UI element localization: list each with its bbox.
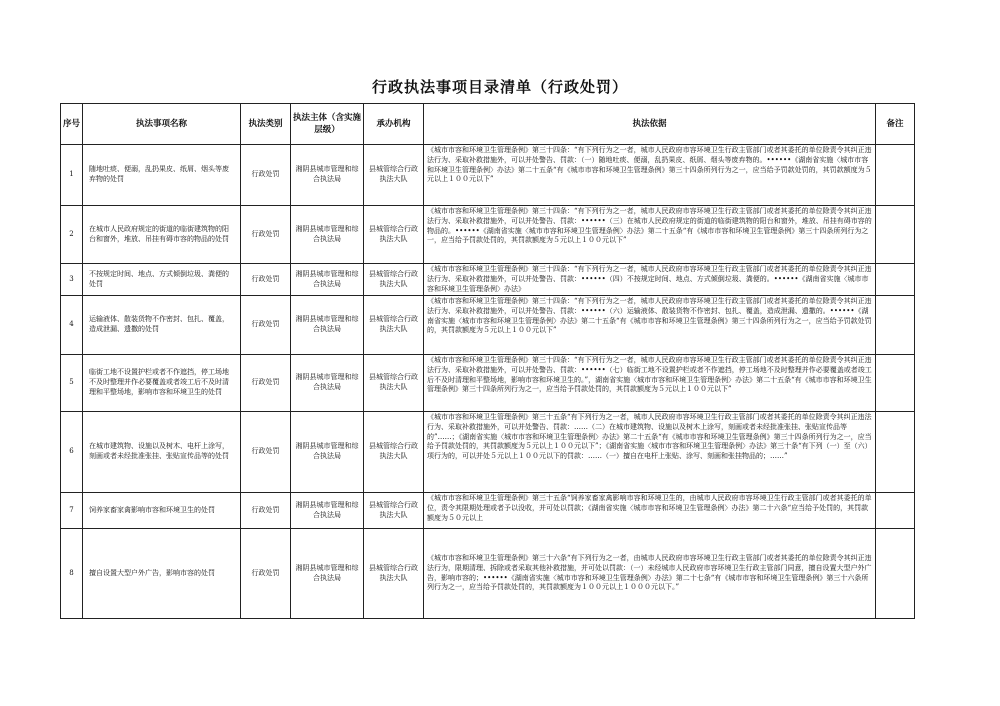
row-basis (424, 412, 876, 493)
table-row (61, 412, 915, 493)
table-row (61, 264, 915, 296)
row-category: 行政处罚 (241, 264, 291, 296)
row-agency: 县城管综合行政执法大队 (364, 355, 424, 412)
row-basis-text: 《城市市容和环境卫生管理条例》第三十四条：“有下列行为之一者，城市人民政府市容环境卫生行政主管部门或者其委托的单位除责令其纠正违法行为、采取补救措施外，可以并处警告、罚款：••••••（四）不按规定时间、地点、方式倾倒垃圾、粪便的。••••••《湖南省实施〈城市市容和环境卫生管理条例〉办法》 (427, 265, 872, 293)
row-item-name: 临街工地不设置护栏或者不作遮挡，停工场地不及时整理并作必要覆盖或者竣工后不及时清理和平整场地，影响市容和环境卫生的处罚 (83, 355, 241, 412)
row-basis (424, 529, 876, 619)
row-no: 2 (61, 206, 83, 264)
row-category: 行政处罚 (241, 296, 291, 355)
table-row (61, 206, 915, 264)
row-subject: 湘阴县城市管理和综合执法局 (291, 355, 364, 412)
row-note (876, 145, 915, 206)
row-basis (424, 264, 876, 296)
table-header-row (61, 104, 915, 145)
row-basis (424, 493, 876, 529)
row-subject: 湘阴县城市管理和综合执法局 (291, 493, 364, 529)
row-note (876, 529, 915, 619)
header-item-name: 执法事项名称 (83, 104, 241, 145)
row-agency: 县城管综合行政执法大队 (364, 206, 424, 264)
row-category: 行政处罚 (241, 412, 291, 493)
row-basis-text: 《城市市容和环境卫生管理条例》第三十四条：“有下列行为之一者，城市人民政府市容环境卫生行政主管部门或者其委托的单位除责令其纠正违法行为、采取补救措施外，可以并处警告、罚款：（一）随地吐痰、便溺，乱扔果皮、纸屑、烟头等废弃物的。••••••《湖南省实施〈城市市容和环境卫生管理条例〉办法》第二十五条“有《城市市容和环境卫生管理条例》第三十四条所列行为之一，应当给予罚款处罚的，其罚款额度为５元以上１００元以下” (427, 146, 872, 184)
row-agency: 县城管综合行政执法大队 (364, 529, 424, 619)
row-category: 行政处罚 (241, 145, 291, 206)
table-row (61, 145, 915, 206)
row-basis (424, 355, 876, 412)
row-agency: 县城管综合行政执法大队 (364, 264, 424, 296)
row-item-name: 在城市人民政府规定的街道的临街建筑物的阳台和窗外，堆放、吊挂有碍市容的物品的处罚 (83, 206, 241, 264)
row-basis-text: 《城市市容和环境卫生管理条例》第三十四条：“有下列行为之一者，城市人民政府市容环境卫生行政主管部门或者其委托的单位除责令其纠正违法行为、采取补救措施外，可以并处警告、罚款：••••••（三）在城市人民政府规定的街道的临街建筑物的阳台和窗外，堆放、吊挂有碍市容的物品的。••••••《湖南省实施〈城市市容和环境卫生管理条例〉办法》第二十五条“有《城市市容和环境卫生管理条例》第三十四条所列行为之一，应当给予罚款处罚的，其罚款额度为５元以上１００元以下” (427, 207, 872, 245)
row-item-name: 不按规定时间、地点、方式倾倒垃圾、粪便的处罚 (83, 264, 241, 296)
row-item-name: 运输液体、散装货物不作密封、包扎、覆盖，造成泄漏、遗撒的处罚 (83, 296, 241, 355)
row-no: 4 (61, 296, 83, 355)
row-agency: 县城管综合行政执法大队 (364, 145, 424, 206)
row-category: 行政处罚 (241, 493, 291, 529)
row-no: 1 (61, 145, 83, 206)
row-note (876, 493, 915, 529)
header-no: 序号 (61, 104, 83, 145)
table-row (61, 355, 915, 412)
header-note: 备注 (876, 104, 915, 145)
row-basis-text: 《城市市容和环境卫生管理条例》第三十四条：“有下列行为之一者，城市人民政府市容环境卫生行政主管部门或者其委托的单位除责令其纠正违法行为、采取补救措施外，可以并处警告、罚款：••••••（六）运输液体、散装货物不作密封、包扎、覆盖，造成泄漏、遗撒的。••••••《湖南省实施〈城市市容和环境卫生管理条例〉办法》第二十五条“有《城市市容和环境卫生管理条例》第三十四条所列行为之一，应当给予罚款处罚的，其罚款额度为５元以上１００元以下” (427, 297, 872, 335)
row-agency: 县城管综合行政执法大队 (364, 296, 424, 355)
row-subject: 湘阴县城市管理和综合执法局 (291, 296, 364, 355)
header-agency: 承办机构 (364, 104, 424, 145)
row-no: 8 (61, 529, 83, 619)
row-agency: 县城管综合行政执法大队 (364, 412, 424, 493)
row-subject: 湘阴县城市管理和综合执法局 (291, 264, 364, 296)
row-basis-text: 《城市市容和环境卫生管理条例》第三十五条“有下列行为之一者，城市人民政府市容环境卫生行政主管部门或者其委托的单位除责令其纠正违法行为、采取补救措施外，可以并处警告、罚款：……（二）在城市建筑物、设施以及树木上涂写，刻画或者未经批准张挂、张贴宣传品等的”……；《湖南省实施〈城市市容和环境卫生管理条例〉办法》第二十五条“有《城市市容和环境卫生管理条例》第三十四条所列行为之一，应当给予罚款处罚的，其罚款额度为５元以上１００元以下”；《湖南省实施〈城市市容和环境卫生管理条例〉办法》第三十条“有下列（一）至（六）项行为的，可以并处５元以上１００元以下的罚款：……（一）擅自在电杆上张贴、涂写、刻画和张挂物品的；……” (427, 413, 872, 461)
row-no: 5 (61, 355, 83, 412)
header-basis: 执法依据 (424, 104, 876, 145)
row-no: 6 (61, 412, 83, 493)
row-note (876, 206, 915, 264)
row-item-name: 随地吐痰、便溺，乱扔果皮、纸屑、烟头等废弃物的处罚 (83, 145, 241, 206)
row-subject: 湘阴县城市管理和综合执法局 (291, 529, 364, 619)
row-item-name: 饲养家畜家禽影响市容和环境卫生的处罚 (83, 493, 241, 529)
row-note (876, 296, 915, 355)
row-category: 行政处罚 (241, 529, 291, 619)
row-subject: 湘阴县城市管理和综合执法局 (291, 412, 364, 493)
table-row (61, 493, 915, 529)
row-category: 行政处罚 (241, 206, 291, 264)
row-basis-text: 《城市市容和环境卫生管理条例》第三十四条：“有下列行为之一者，城市人民政府市容环境卫生行政主管部门或者其委托的单位除责令其纠正违法行为、采取补救措施外，可以并处警告、罚款：••••••（七）临街工地不设置护栏或者不作遮挡，停工场地不及时整理并作必要覆盖或者竣工后不及时清理和平整场地，影响市容和环境卫生的。”，湖南省实施〈城市市容和环境卫生管理条例〉办法》第二十五条“有《城市市容和环境卫生管理条例》第三十四条所列行为之一，应当给予罚款处罚的，其罚款额度为５元以上１００元以下” (427, 356, 872, 394)
header-category: 执法类别 (241, 104, 291, 145)
row-subject: 湘阴县城市管理和综合执法局 (291, 145, 364, 206)
row-category: 行政处罚 (241, 355, 291, 412)
row-item-name: 擅自设置大型户外广告，影响市容的处罚 (83, 529, 241, 619)
row-no: 3 (61, 264, 83, 296)
row-agency: 县城管综合行政执法大队 (364, 493, 424, 529)
row-basis (424, 296, 876, 355)
row-note (876, 355, 915, 412)
row-basis (424, 145, 876, 206)
row-subject: 湘阴县城市管理和综合执法局 (291, 206, 364, 264)
row-basis-text: 《城市市容和环境卫生管理条例》第三十五条“饲养家畜家禽影响市容和环境卫生的，由城市人民政府市容环境卫生行政主管部门或者其委托的单位，责令其限期处理或者予以没收，并可处以罚款；《湖南省实施〈城市市容和环境卫生管理条例〉办法》第二十六条“应当给予处罚的，其罚款额度为５０元以上 (427, 494, 872, 522)
table-row (61, 296, 915, 355)
enforcement-table (60, 103, 915, 619)
table-row (61, 529, 915, 619)
row-item-name: 在城市建筑物、设施以及树木、电杆上涂写，刻画或者未经批准张挂、张贴宣传品等的处罚 (83, 412, 241, 493)
row-no: 7 (61, 493, 83, 529)
page-title: 行政执法事项目录清单（行政处罚） (371, 78, 628, 96)
row-note (876, 264, 915, 296)
row-note (876, 412, 915, 493)
row-basis-text: 《城市市容和环境卫生管理条例》第三十六条“有下列行为之一者，由城市人民政府市容环境卫生行政主管部门或者其委托的单位除责令其纠正违法行为，限期清理、拆除或者采取其他补救措施，并可处以罚款：（一）未经城市人民政府市容环境卫生行政主管部门同意，擅自设置大型户外广告，影响市容的；••••••《湖南省实施〈城市市容和环境卫生管理条例〉办法》第二十七条“有《城市市容和环境卫生管理条例》第三十六条所列行为之一，应当给予罚款处罚的，其罚款额度为１００元以上１０００元以下。” (427, 553, 872, 592)
row-basis (424, 206, 876, 264)
header-subject: 执法主体（含实施层级） (291, 104, 364, 145)
